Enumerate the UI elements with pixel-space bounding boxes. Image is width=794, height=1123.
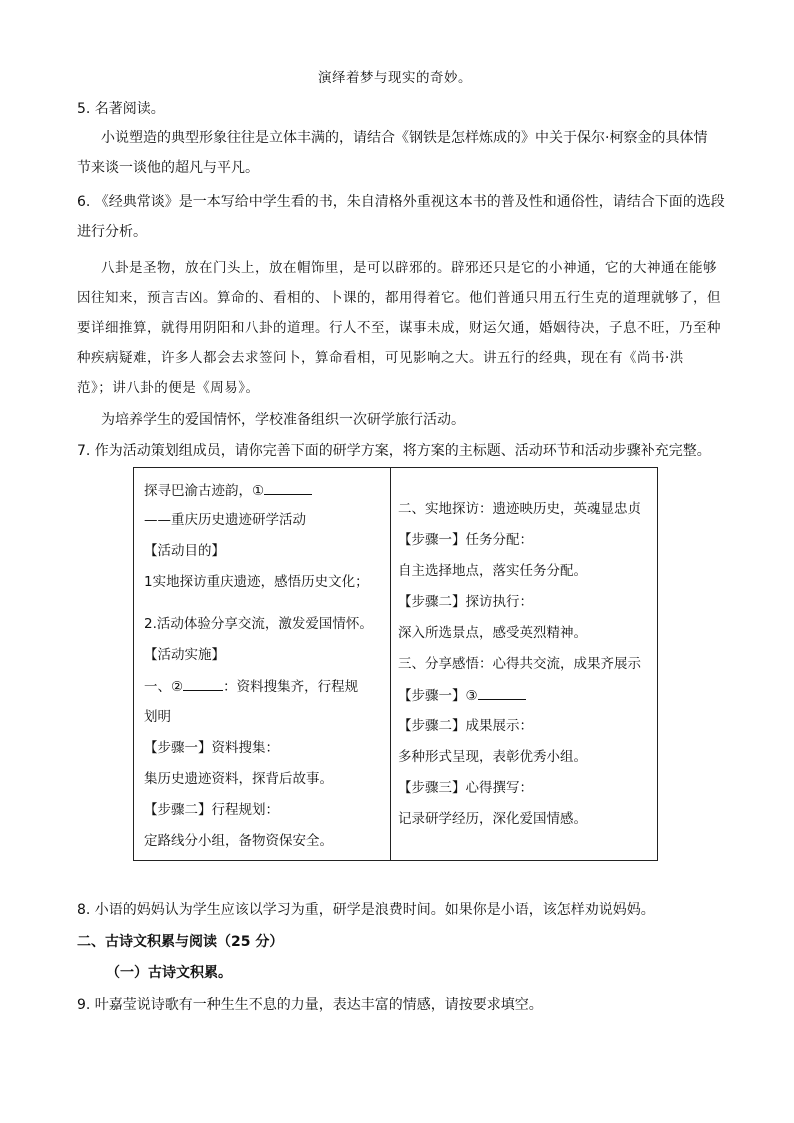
step-body: 深入所选景点，感受英烈精神。 xyxy=(398,625,587,641)
step-heading: 【步骤二】行程规划： xyxy=(144,802,279,818)
blank-2[interactable] xyxy=(183,676,223,691)
step-body: 多种形式呈现，表彰优秀小组。 xyxy=(398,749,587,765)
purpose-heading: 【活动目的】 xyxy=(144,543,225,559)
question-5-text: 小说塑造的典型形象往往是立体丰满的，请结合《钢铁是怎样炼成的》中关于保尔·柯察金的具体情 xyxy=(101,130,708,146)
previous-line-fragment: 演绎着梦与现实的奇妙。 xyxy=(318,70,472,86)
implementation-heading: 【活动实施】 xyxy=(144,647,225,663)
step-heading: 【步骤二】探访执行： xyxy=(398,594,533,610)
excerpt-line: 因往知来，预言吉凶。算命的、看相的、卜课的，都用得着它。他们普通只用五行生克的道理就够了，但 xyxy=(77,290,721,306)
step-heading: 【步骤二】成果展示： xyxy=(398,718,533,734)
question-6-text-cont: 进行分析。 xyxy=(77,224,147,240)
step-body: 自主选择地点，落实任务分配。 xyxy=(398,563,587,579)
step-body: 定路线分小组，备物资保安全。 xyxy=(144,833,333,849)
plan-subtitle: ——重庆历史遗迹研学活动 xyxy=(144,512,306,528)
excerpt-line: 种疾病疑难，许多人都会去求签问卜，算命看相，可见影响之大。讲五行的经典，现在有《尚书·洪 xyxy=(77,350,684,366)
step-body: 集历史遗迹资料，探背后故事。 xyxy=(144,771,333,787)
step-body: 记录研学经历，深化爱国情感。 xyxy=(398,811,587,827)
step-heading: 【步骤三】心得撰写： xyxy=(398,780,533,796)
stage-1-cont: 划明 xyxy=(144,709,171,725)
activity-intro: 为培养学生的爱国情怀，学校准备组织一次研学旅行活动。 xyxy=(101,412,465,428)
purpose-item: 2.活动体验分享交流，激发爱国情怀。 xyxy=(144,616,373,632)
table-divider xyxy=(390,468,391,860)
stage-2: 二、实地探访：遗迹映历史，英魂显忠贞 xyxy=(398,501,641,517)
question-9-text: 9. 叶嘉莹说诗歌有一种生生不息的力量，表达丰富的情感，请按要求填空。 xyxy=(77,997,543,1013)
question-6-text: 6. 《经典常谈》是一本写给中学生看的书，朱自清格外重视这本书的普及性和通俗性，请结合下面的选段 xyxy=(77,194,725,210)
plan-title: 探寻巴渝古迹韵，① xyxy=(144,480,312,501)
step-heading: 【步骤一】资料搜集： xyxy=(144,740,279,756)
section-heading: 二、古诗文积累与阅读（25 分） xyxy=(77,934,284,950)
study-plan-table xyxy=(133,467,658,861)
blank-1[interactable] xyxy=(264,480,312,495)
blank-3[interactable] xyxy=(478,685,526,700)
excerpt-line: 要详细推算，就得用阴阳和八卦的道理。行人不至，谋事未成，财运欠通，婚姻待决，子息不旺，乃至种 xyxy=(77,320,721,336)
excerpt-line: 八卦是圣物，放在门头上，放在帽饰里，是可以辟邪的。辟邪还只是它的小神通，它的大神通在能够 xyxy=(101,260,717,276)
step-heading: 【步骤一】任务分配： xyxy=(398,532,533,548)
purpose-item: 1实地探访重庆遗迹，感悟历史文化； xyxy=(144,574,369,590)
stage-3: 三、分享感悟：心得共交流，成果齐展示 xyxy=(398,656,641,672)
question-5-text-cont: 节来谈一谈他的超凡与平凡。 xyxy=(77,160,259,176)
stage-3-step-1: 【步骤一】③ xyxy=(398,685,526,706)
question-5-title: 5. 名著阅读。 xyxy=(77,101,165,117)
question-7-text: 7. 作为活动策划组成员，请你完善下面的研学方案，将方案的主标题、活动环节和活动步骤补充完整。 xyxy=(77,443,711,459)
stage-1: 一、② ：资料搜集齐，行程规 xyxy=(144,676,358,697)
subsection-heading: （一）古诗文积累。 xyxy=(106,965,232,981)
question-8-text: 8. 小语的妈妈认为学生应该以学习为重，研学是浪费时间。如果你是小语，该怎样劝说妈妈。 xyxy=(77,902,655,918)
excerpt-line: 范》；讲八卦的便是《周易》。 xyxy=(77,380,260,396)
